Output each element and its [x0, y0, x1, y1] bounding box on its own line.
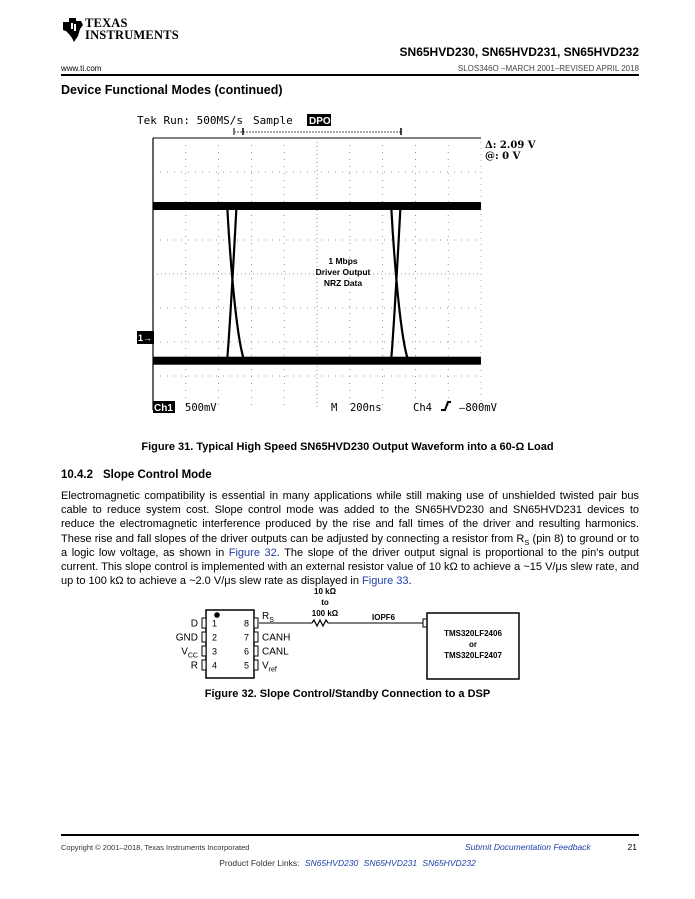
figure32-link[interactable]: Figure 32	[228, 546, 277, 559]
figure33-link[interactable]: Figure 33	[362, 575, 409, 588]
paragraph-text-3: . The slope of the driver output signal is proportional to the pin's output current. This slope control is implemented with an external resistor value of 10 kΩ to achieve a ~15 V/μs slew rate, and up to 100 kΩ to achieve a ~2.0 V/μs slew rate as displayed in	[61, 546, 639, 588]
subsection-number: 10.4.2	[61, 469, 93, 481]
ic-pin-number: 4	[212, 660, 218, 671]
product-folder-links	[0, 858, 695, 868]
ic-pin-number: 1	[212, 618, 218, 629]
figure31-caption: Figure 31. Typical High Speed SN65HVD230 Output Waveform into a 60-Ω Load	[141, 441, 554, 453]
dsp-label-line3: TMS320LF2407	[444, 651, 502, 660]
waveform-high-level	[153, 202, 481, 210]
annotation-line1: 1 Mbps	[328, 256, 358, 266]
paragraph-text-1: Electromagnetic compatibility is essential in many applications while still making use of unshielded twisted pair bus cable to reduce system cost. Slope control mode was added to the SN65HVD230 and SN65HVD231 devices to reduce the electromagnetic interference produced by the rise and fall times of the driver and resulting harmonics. These rise and fall slopes of the driver outputs can be adjusted by connecting a resistor from R	[61, 490, 639, 545]
subsection-heading	[61, 469, 212, 481]
dsp-label-line2: or	[469, 640, 477, 649]
annotation-line3: NRZ Data	[323, 278, 363, 288]
ic-pin-number: 6	[243, 646, 249, 657]
ic-pin-left	[202, 646, 206, 656]
delta-readout: Δ: 2.09 V	[485, 140, 536, 151]
ic-pin-number: 5	[243, 660, 249, 671]
slope-control-schematic	[160, 584, 530, 682]
annotation-line2: Driver Output	[315, 267, 371, 277]
ic-pin-left	[202, 618, 206, 628]
resistor-value-line1: 10 kΩ	[314, 587, 336, 596]
ic-pin-right	[254, 632, 258, 642]
waveform-low-level	[153, 357, 481, 365]
ic-pin-name-left: $V_{CC}$	[181, 646, 198, 660]
paragraph-subscript-s: S	[524, 537, 530, 547]
logo-line2: INSTRUMENTS	[85, 28, 179, 42]
ic-pin-right	[254, 618, 258, 628]
ch1-ground-marker: 1→	[138, 333, 153, 343]
ic-pin-name-left: GND	[175, 632, 198, 644]
trigger-source: Ch4	[413, 402, 432, 414]
product-link[interactable]: SN65HVD231	[363, 858, 418, 868]
resistor-value-line3: 100 kΩ	[311, 609, 339, 618]
ic-pin-left	[202, 632, 206, 642]
dpo-badge: DPO	[309, 116, 331, 127]
ic-pin-name-right: CANH	[262, 632, 291, 644]
ic-pin-name-left: R	[190, 660, 198, 672]
document-title: SN65HVD230, SN65HVD231, SN65HVD232	[399, 45, 639, 59]
page-number: 21	[627, 842, 637, 852]
product-links-label: Product Folder Links:	[219, 858, 300, 868]
footer-rule	[61, 834, 639, 836]
ic-pin-left	[202, 660, 206, 670]
header-rule	[61, 74, 639, 76]
at-readout: @: 0 V	[485, 151, 521, 162]
scope-status-label: Tek Run: 500MS/s	[137, 114, 243, 127]
resistor-value-line2: to	[321, 598, 329, 607]
document-number: SLOS346O –MARCH 2001–REVISED APRIL 2018	[457, 64, 639, 73]
oscilloscope-screen	[133, 112, 553, 422]
rising-edge-trigger-icon	[441, 402, 451, 410]
ic-pin-number: 7	[243, 632, 249, 643]
resistor-symbol	[312, 620, 328, 626]
section-heading: Device Functional Modes (continued)	[61, 83, 283, 97]
ic-pin-name-right: $R_S$	[262, 611, 274, 624]
ch1-badge: Ch1	[154, 403, 173, 414]
ch1-scale: 500mV	[185, 402, 217, 414]
submit-feedback-link[interactable]: Submit Documentation Feedback	[465, 842, 591, 852]
pin1-dot	[214, 612, 220, 618]
ic-pin-number: 3	[212, 646, 218, 657]
body-paragraph	[61, 489, 639, 588]
record-position-bracket	[234, 128, 401, 135]
ic-pin-name-right: $V_{ref}$	[262, 660, 277, 674]
ic-pin-number: 2	[212, 632, 218, 643]
copyright: Copyright © 2001–2018, Texas Instruments Incorporated	[61, 843, 250, 852]
paragraph-text-2: (pin 8) to ground or to a logic low voltage, as shown in	[61, 532, 639, 559]
scope-mode-label: Sample	[253, 114, 293, 127]
ic-pin-number: 8	[243, 618, 249, 629]
trigger-level: –800mV	[459, 402, 497, 414]
figure32-caption: Figure 32. Slope Control/Standby Connection to a DSP	[204, 688, 491, 700]
schematic-svg	[160, 584, 530, 682]
ic-pin-right	[254, 660, 258, 670]
ti-logo-icon	[61, 16, 85, 44]
ti-logo	[61, 16, 179, 48]
product-link[interactable]: SN65HVD230	[304, 858, 359, 868]
product-link[interactable]: SN65HVD232	[422, 858, 476, 868]
ic-pin-right	[254, 646, 258, 656]
net-label-iopf6: IOPF6	[372, 613, 396, 622]
oscilloscope-figure	[133, 112, 553, 422]
ic-pin-name-right: CANL	[262, 646, 289, 658]
paragraph-text-4: .	[408, 575, 412, 588]
ic-pin-name-left: D	[190, 618, 198, 630]
logo-line1: TEXAS	[85, 16, 128, 30]
subsection-title: Slope Control Mode	[103, 469, 212, 481]
dsp-label-line1: TMS320LF2406	[444, 629, 502, 638]
timebase: M 200ns	[331, 402, 382, 414]
website-link[interactable]: www.ti.com	[61, 64, 102, 73]
